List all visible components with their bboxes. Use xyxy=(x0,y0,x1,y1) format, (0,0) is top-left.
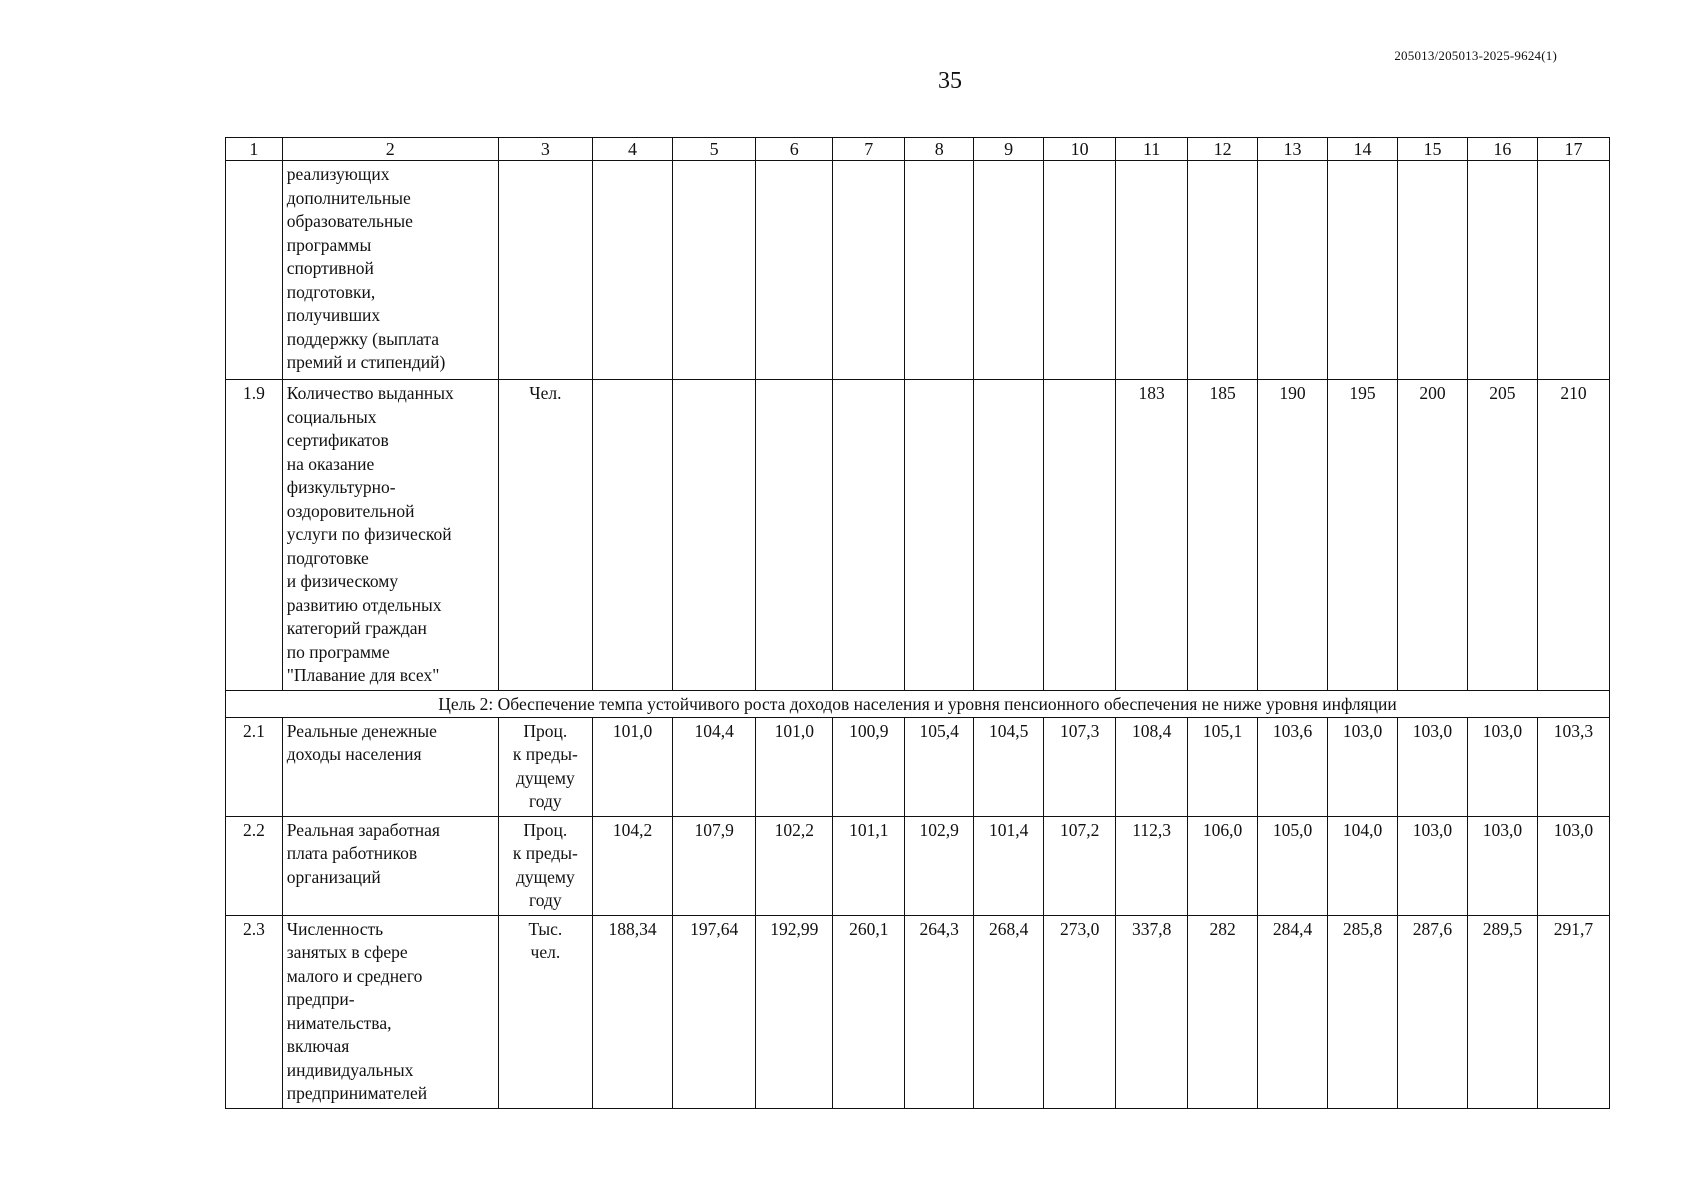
value-cell: 106,0 xyxy=(1188,816,1258,915)
indicator-name-line: поддержку (выплата xyxy=(286,328,440,349)
value-cell xyxy=(756,380,833,691)
unit-line: к преды- xyxy=(512,744,578,764)
table-row xyxy=(226,915,1610,1108)
indicator-name-line: организаций xyxy=(286,866,381,887)
row-number: 2.1 xyxy=(226,717,283,816)
value-cell xyxy=(756,161,833,380)
value-cell: 112,3 xyxy=(1116,816,1188,915)
value-cell: 105,4 xyxy=(905,717,974,816)
value-cell: 103,0 xyxy=(1467,717,1537,816)
column-header: 17 xyxy=(1537,138,1609,161)
unit-line: году xyxy=(529,890,562,910)
value-cell: 284,4 xyxy=(1258,915,1328,1108)
value-cell: 103,6 xyxy=(1258,717,1328,816)
value-cell: 337,8 xyxy=(1116,915,1188,1108)
row-number xyxy=(226,161,283,380)
value-cell: 200 xyxy=(1397,380,1467,691)
value-cell: 190 xyxy=(1258,380,1328,691)
table-row xyxy=(226,380,1610,691)
indicator-name xyxy=(282,915,498,1108)
unit-line: Проц. xyxy=(523,819,568,840)
value-cell: 105,1 xyxy=(1188,717,1258,816)
column-header: 2 xyxy=(282,138,498,161)
value-cell: 102,2 xyxy=(756,816,833,915)
unit-cell xyxy=(498,717,592,816)
value-cell xyxy=(673,161,756,380)
value-cell: 104,2 xyxy=(593,816,673,915)
indicator-name-line: дополнительные xyxy=(286,187,411,208)
value-cell: 103,0 xyxy=(1397,816,1467,915)
indicator-name-line: получивших xyxy=(286,305,381,325)
column-header: 5 xyxy=(673,138,756,161)
value-cell: 268,4 xyxy=(974,915,1044,1108)
value-cell: 264,3 xyxy=(905,915,974,1108)
value-cell: 108,4 xyxy=(1116,717,1188,816)
value-cell: 107,9 xyxy=(673,816,756,915)
value-cell: 107,2 xyxy=(1044,816,1116,915)
unit-line: году xyxy=(529,791,562,811)
indicator-name-line: "Плавание для всех" xyxy=(286,665,440,685)
value-cell: 205 xyxy=(1467,380,1537,691)
unit-line: Тыс. xyxy=(528,918,563,939)
value-cell xyxy=(1467,161,1537,380)
indicator-name-line: подготовки, xyxy=(286,281,376,302)
value-cell: 103,0 xyxy=(1467,816,1537,915)
value-cell: 101,0 xyxy=(756,717,833,816)
value-cell: 183 xyxy=(1116,380,1188,691)
indicator-name-line: программы xyxy=(286,234,372,255)
value-cell xyxy=(1044,380,1116,691)
value-cell xyxy=(974,380,1044,691)
indicator-name-line: премий и стипендий) xyxy=(286,352,446,372)
value-cell: 102,9 xyxy=(905,816,974,915)
column-header: 7 xyxy=(833,138,905,161)
indicator-name-line: сертификатов xyxy=(286,430,389,450)
value-cell xyxy=(1044,161,1116,380)
indicators-table xyxy=(225,137,1610,1109)
column-header: 6 xyxy=(756,138,833,161)
indicator-name-line: подготовке xyxy=(286,547,369,568)
unit-line: дущему xyxy=(515,866,575,887)
value-cell xyxy=(833,161,905,380)
value-cell xyxy=(1116,161,1188,380)
unit-line: к преды- xyxy=(512,843,578,863)
unit-cell xyxy=(498,161,592,380)
indicator-name-line: плата работников xyxy=(286,843,418,863)
column-header: 4 xyxy=(593,138,673,161)
indicator-name-line: услуги по физической xyxy=(286,524,452,544)
indicator-name xyxy=(282,816,498,915)
unit-cell xyxy=(498,816,592,915)
value-cell: 197,64 xyxy=(673,915,756,1108)
value-cell: 282 xyxy=(1188,915,1258,1108)
indicator-name-line: на оказание xyxy=(286,453,375,474)
indicator-name-line: Реальные денежные xyxy=(286,720,437,741)
column-header: 9 xyxy=(974,138,1044,161)
indicator-name-line: по программе xyxy=(286,641,390,662)
value-cell xyxy=(905,161,974,380)
column-header: 3 xyxy=(498,138,592,161)
value-cell: 104,5 xyxy=(974,717,1044,816)
page-number: 35 xyxy=(938,68,962,94)
value-cell: 103,0 xyxy=(1537,816,1609,915)
value-cell: 104,0 xyxy=(1328,816,1398,915)
column-header: 8 xyxy=(905,138,974,161)
value-cell xyxy=(1537,161,1609,380)
indicator-name-line: Численность xyxy=(286,918,384,939)
value-cell: 105,0 xyxy=(1258,816,1328,915)
indicator-name-line: образовательные xyxy=(286,211,413,231)
column-header: 14 xyxy=(1328,138,1398,161)
column-header: 12 xyxy=(1188,138,1258,161)
column-header: 16 xyxy=(1467,138,1537,161)
indicator-name-line: предпринимателей xyxy=(286,1083,428,1103)
indicator-name-line: физкультурно- xyxy=(286,477,396,497)
table-row xyxy=(226,161,1610,380)
value-cell: 103,0 xyxy=(1397,717,1467,816)
value-cell: 103,0 xyxy=(1328,717,1398,816)
indicator-name xyxy=(282,717,498,816)
unit-line: чел. xyxy=(530,942,561,962)
goal-row xyxy=(226,690,1610,717)
value-cell: 287,6 xyxy=(1397,915,1467,1108)
value-cell xyxy=(593,380,673,691)
indicator-name-line: Реальная заработная xyxy=(286,819,440,840)
value-cell: 185 xyxy=(1188,380,1258,691)
value-cell: 289,5 xyxy=(1467,915,1537,1108)
indicator-name-line: социальных xyxy=(286,406,377,427)
value-cell xyxy=(1188,161,1258,380)
value-cell: 100,9 xyxy=(833,717,905,816)
column-header: 11 xyxy=(1116,138,1188,161)
value-cell: 101,0 xyxy=(593,717,673,816)
indicator-name-line: и физическому xyxy=(286,571,399,591)
column-header: 13 xyxy=(1258,138,1328,161)
value-cell: 192,99 xyxy=(756,915,833,1108)
unit-line: дущему xyxy=(515,767,575,788)
value-cell: 210 xyxy=(1537,380,1609,691)
indicator-name-line: занятых в сфере xyxy=(286,942,408,962)
value-cell: 285,8 xyxy=(1328,915,1398,1108)
value-cell: 188,34 xyxy=(593,915,673,1108)
value-cell: 195 xyxy=(1328,380,1398,691)
value-cell: 273,0 xyxy=(1044,915,1116,1108)
indicator-name-line: категорий граждан xyxy=(286,618,427,638)
column-header: 15 xyxy=(1397,138,1467,161)
indicator-name-line: оздоровительной xyxy=(286,500,415,521)
goal-title: Цель 2: Обеспечение темпа устойчивого роста доходов населения и уровня пенсионного обеспечения не ниже уровня инфляции xyxy=(226,690,1610,717)
value-cell xyxy=(833,380,905,691)
value-cell: 101,4 xyxy=(974,816,1044,915)
value-cell xyxy=(1258,161,1328,380)
value-cell xyxy=(905,380,974,691)
value-cell: 260,1 xyxy=(833,915,905,1108)
value-cell xyxy=(1328,161,1398,380)
unit-cell: Чел. xyxy=(498,380,592,691)
indicator-name xyxy=(282,380,498,691)
indicator-name xyxy=(282,161,498,380)
column-header: 10 xyxy=(1044,138,1116,161)
indicator-name-line: реализующих xyxy=(286,164,390,184)
value-cell: 103,3 xyxy=(1537,717,1609,816)
document-id: 205013/205013-2025-9624(1) xyxy=(1394,48,1557,63)
value-cell xyxy=(673,380,756,691)
row-number: 2.2 xyxy=(226,816,283,915)
indicator-name-line: развитию отдельных xyxy=(286,594,442,615)
indicator-name-line: индивидуальных xyxy=(286,1059,414,1080)
row-number: 1.9 xyxy=(226,380,283,691)
unit-cell xyxy=(498,915,592,1108)
value-cell: 101,1 xyxy=(833,816,905,915)
value-cell: 291,7 xyxy=(1537,915,1609,1108)
value-cell: 107,3 xyxy=(1044,717,1116,816)
table-row xyxy=(226,717,1610,816)
row-number: 2.3 xyxy=(226,915,283,1108)
indicator-name-line: доходы населения xyxy=(286,744,422,764)
column-number-header-row xyxy=(226,138,1610,161)
column-header: 1 xyxy=(226,138,283,161)
indicator-name-line: предпри- xyxy=(286,989,355,1009)
indicator-name-line: включая xyxy=(286,1036,350,1056)
value-cell xyxy=(593,161,673,380)
indicator-name-line: спортивной xyxy=(286,258,374,278)
unit-line: Проц. xyxy=(523,720,568,741)
value-cell xyxy=(1397,161,1467,380)
value-cell xyxy=(974,161,1044,380)
value-cell: 104,4 xyxy=(673,717,756,816)
indicator-name-line: малого и среднего xyxy=(286,965,423,986)
table-row xyxy=(226,816,1610,915)
indicator-name-line: нимательства, xyxy=(286,1012,392,1033)
indicator-name-line: Количество выданных xyxy=(286,383,454,403)
